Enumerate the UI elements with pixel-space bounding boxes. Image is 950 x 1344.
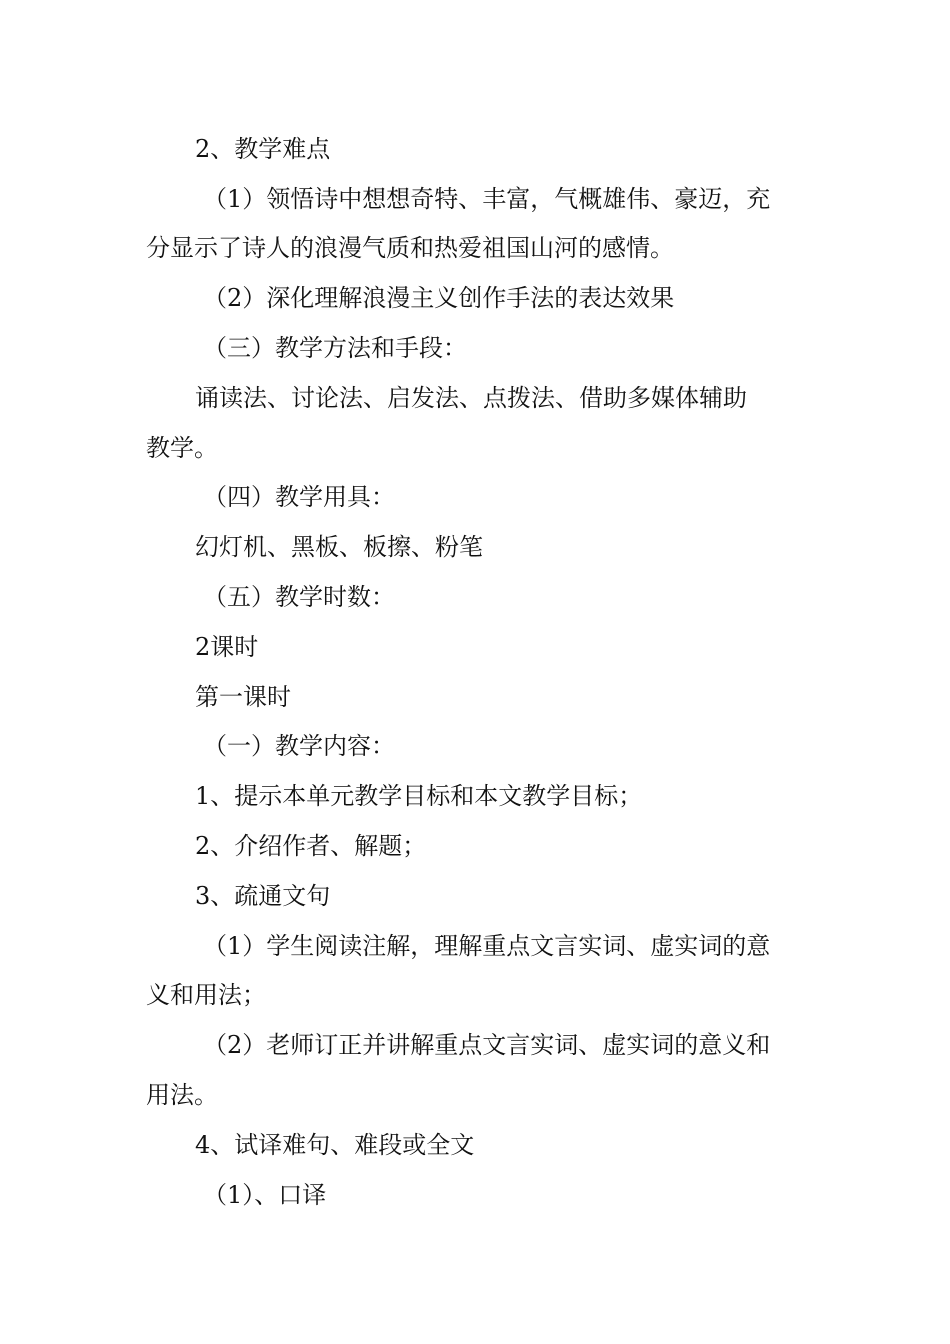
text-line: （2）深化理解浪漫主义创作手法的表达效果 bbox=[203, 284, 675, 312]
text-line: 2课时 bbox=[195, 633, 259, 661]
text-line: （2）老师订正并讲解重点文言实词、虚实词的意义和 bbox=[203, 1031, 771, 1059]
text-line: 3、疏通文句 bbox=[195, 882, 331, 910]
text-line: 教学。 bbox=[146, 434, 218, 462]
text-line: 幻灯机、黑板、板擦、粉笔 bbox=[195, 533, 483, 561]
text-line: 第一课时 bbox=[195, 683, 291, 711]
text-line: 分显示了诗人的浪漫气质和热爱祖国山河的感情。 bbox=[146, 234, 674, 262]
text-line: （五）教学时数： bbox=[203, 583, 395, 611]
text-line: 义和用法； bbox=[146, 981, 266, 1009]
text-line: 1、提示本单元教学目标和本文教学目标； bbox=[195, 782, 643, 810]
text-line: （四）教学用具： bbox=[203, 483, 395, 511]
text-line: （三）教学方法和手段： bbox=[203, 334, 467, 362]
text-line: 4、试译难句、难段或全文 bbox=[195, 1131, 475, 1159]
text-line: （1）领悟诗中想想奇特、丰富，气概雄伟、豪迈，充 bbox=[203, 185, 771, 213]
text-line: 2、教学难点 bbox=[195, 135, 331, 163]
text-line: （1）学生阅读注解，理解重点文言实词、虚实词的意 bbox=[203, 932, 771, 960]
text-line: 诵读法、讨论法、启发法、点拨法、借助多媒体辅助 bbox=[195, 384, 747, 412]
text-line: （1）、口译 bbox=[203, 1181, 327, 1209]
text-line: 用法。 bbox=[146, 1081, 218, 1109]
text-line: （一）教学内容： bbox=[203, 732, 395, 760]
text-line: 2、介绍作者、解题； bbox=[195, 832, 427, 860]
